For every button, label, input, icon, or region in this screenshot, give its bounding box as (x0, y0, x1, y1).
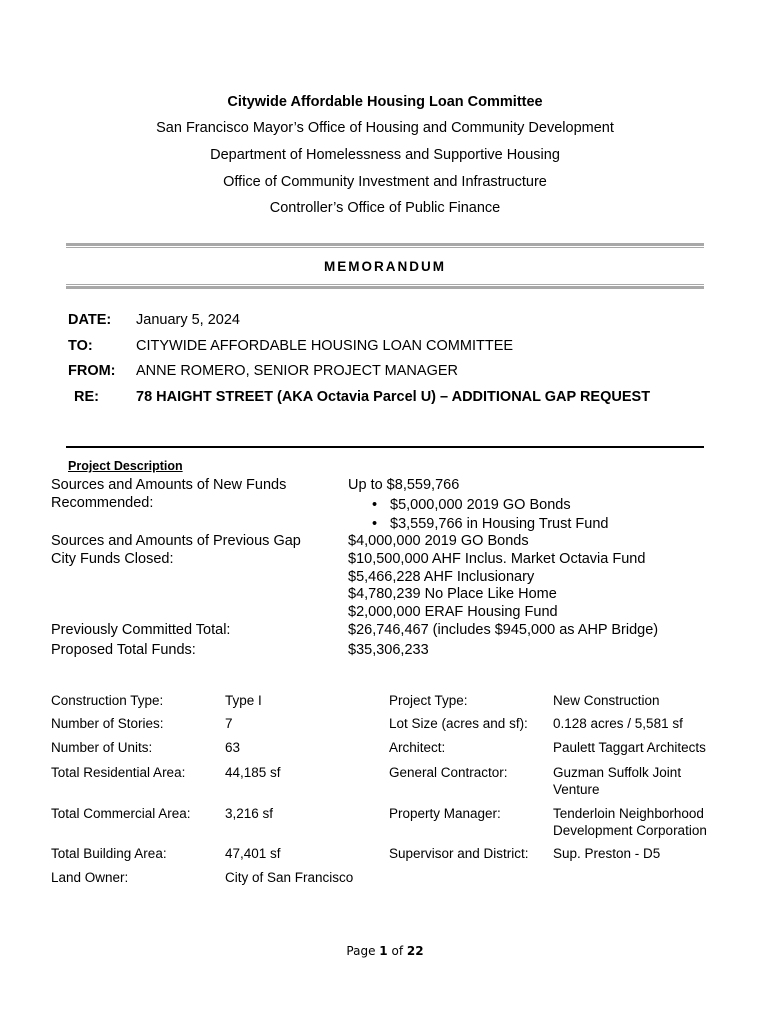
date-label: DATE: (68, 312, 112, 328)
office-line-mohcd: San Francisco Mayor’s Office of Housing and Community Development (156, 120, 614, 136)
page-current: 1 (379, 944, 388, 958)
of-word: of (391, 944, 404, 958)
re-label: RE: (74, 389, 99, 405)
new-funds-item: • $3,559,766 in Housing Trust Fund (368, 515, 608, 534)
detail-value: Sup. Preston - D5 (553, 846, 661, 861)
detail-value: 47,401 sf (225, 846, 281, 861)
prev-funds-label-line2: City Funds Closed: (51, 551, 174, 567)
detail-value: City of San Francisco (225, 870, 354, 885)
new-funds-label-line1: Sources and Amounts of New Funds (51, 477, 287, 493)
new-funds-item: • $5,000,000 2019 GO Bonds (368, 496, 608, 515)
memo-title: MEMORANDUM (324, 259, 446, 274)
detail-label: Project Type: (389, 693, 468, 708)
detail-value-line2: Venture (553, 782, 600, 797)
detail-label: Total Residential Area: (51, 765, 186, 780)
detail-value: 63 (225, 740, 241, 755)
proposed-total-value: $35,306,233 (348, 642, 429, 658)
prev-funds-item: $5,466,228 AHF Inclusionary (348, 568, 535, 585)
detail-label: Lot Size (acres and sf): (389, 716, 528, 731)
detail-value-line2: Development Corporation (553, 823, 707, 838)
prev-funds-item: $4,780,239 No Place Like Home (348, 586, 557, 603)
section-divider (66, 446, 704, 448)
to-label: TO: (68, 338, 93, 354)
from-value: ANNE ROMERO, SENIOR PROJECT MANAGER (136, 363, 458, 379)
prev-funds-item: $10,500,000 AHF Inclus. Market Octavia Fund (348, 550, 646, 567)
re-value: 78 HAIGHT STREET (AKA Octavia Parcel U) – ADDITIONAL GAP REQUEST (136, 389, 651, 405)
prev-funds-list (348, 533, 645, 622)
detail-label: General Contractor: (389, 765, 508, 780)
detail-value: New Construction (553, 693, 660, 708)
top-divider (66, 243, 704, 248)
new-funds-label-line2: Recommended: (51, 495, 154, 511)
detail-value-line1: Guzman Suffolk Joint (553, 765, 682, 780)
date-value: January 5, 2024 (136, 312, 240, 328)
detail-value: 3,216 sf (225, 806, 274, 821)
to-value: CITYWIDE AFFORDABLE HOUSING LOAN COMMITTEE (136, 338, 514, 354)
detail-value: 44,185 sf (225, 765, 281, 780)
detail-label: Total Building Area: (51, 846, 167, 861)
detail-label: Land Owner: (51, 870, 129, 885)
page-number (0, 944, 770, 958)
detail-label: Number of Stories: (51, 716, 164, 731)
detail-value: Paulett Taggart Architects (553, 740, 706, 755)
proposed-total-label: Proposed Total Funds: (51, 642, 196, 658)
detail-label: Supervisor and District: (389, 846, 529, 861)
detail-label: Total Commercial Area: (51, 806, 191, 821)
detail-label: Architect: (389, 740, 446, 755)
detail-label: Construction Type: (51, 693, 164, 708)
detail-value-line1: Tenderloin Neighborhood (553, 806, 704, 821)
bottom-divider (66, 284, 704, 289)
detail-value: 0.128 acres / 5,581 sf (553, 716, 683, 731)
page-word: Page (346, 944, 376, 958)
prev-funds-label-line1: Sources and Amounts of Previous Gap (51, 533, 301, 549)
committed-total-label: Previously Committed Total: (51, 622, 231, 638)
committee-title: Citywide Affordable Housing Loan Committee (227, 94, 543, 110)
detail-value: 7 (225, 716, 233, 731)
prev-funds-item: $4,000,000 2019 GO Bonds (348, 533, 529, 549)
new-funds-list (368, 496, 608, 534)
office-line-ocii: Office of Community Investment and Infrastructure (223, 174, 547, 190)
prev-funds-item: $2,000,000 ERAF Housing Fund (348, 604, 558, 621)
committed-total-value: $26,746,467 (includes $945,000 as AHP Bridge) (348, 622, 659, 638)
from-label: FROM: (68, 363, 116, 379)
office-line-hsh: Department of Homelessness and Supportive Housing (210, 147, 560, 163)
project-description-heading: Project Description (68, 459, 183, 473)
detail-label: Number of Units: (51, 740, 153, 755)
detail-value: Type I (225, 693, 262, 708)
office-line-controller: Controller’s Office of Public Finance (269, 200, 501, 216)
new-funds-total: Up to $8,559,766 (348, 477, 460, 493)
page-total: 22 (406, 944, 424, 958)
detail-label: Property Manager: (389, 806, 501, 821)
